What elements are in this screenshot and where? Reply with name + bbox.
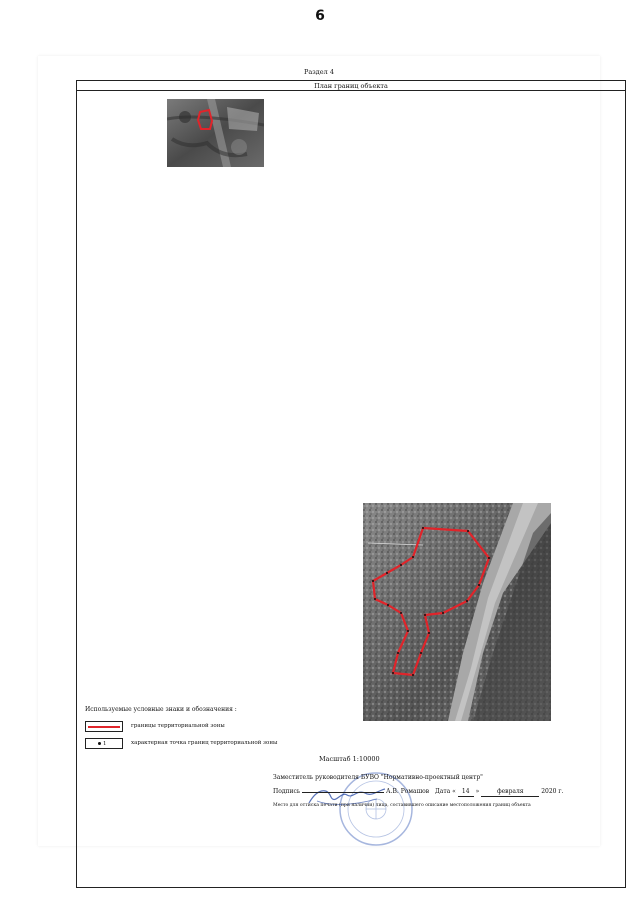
- date-day: 14: [458, 787, 474, 797]
- point-swatch-icon: [85, 738, 123, 749]
- signer-name: А.В. Ромашов: [386, 788, 430, 795]
- plan-frame: [76, 80, 626, 888]
- sign-label: Подпись: [273, 788, 301, 795]
- scale-label: Масштаб 1:10000: [319, 755, 380, 763]
- legend-label: характерная точка границ территориальной зоны: [131, 740, 278, 746]
- legend-title: Используемые условные знаки и обозначения :: [85, 706, 237, 713]
- signature-line: [273, 785, 613, 799]
- overview-map: [167, 99, 264, 167]
- legend-item-boundary: [85, 721, 385, 733]
- date-month: февраля: [481, 787, 539, 797]
- signature-block: [273, 771, 613, 813]
- date-year: 2020 г.: [541, 788, 564, 795]
- legend-item-point: [85, 738, 385, 750]
- stamp-note: Место для оттиска печати (при наличии) лица, составившего описание местоположения границ объекта: [273, 803, 531, 808]
- main-map: [363, 503, 551, 721]
- document-sheet: [38, 56, 600, 846]
- legend-label: границы территориальной зоны: [131, 723, 225, 729]
- date-day-close: »: [475, 788, 480, 795]
- red-line-swatch-icon: [85, 721, 123, 732]
- page-number: 6: [315, 8, 325, 24]
- date-label: Дата «: [434, 788, 456, 795]
- signer-position: Заместитель руководителя БУВО "Нормативно-проектный центр": [273, 774, 483, 781]
- point-number: 1: [103, 741, 107, 747]
- signature-field: [302, 792, 384, 793]
- section-title: Раздел 4: [304, 68, 334, 76]
- frame-title: План границ объекта: [77, 81, 625, 91]
